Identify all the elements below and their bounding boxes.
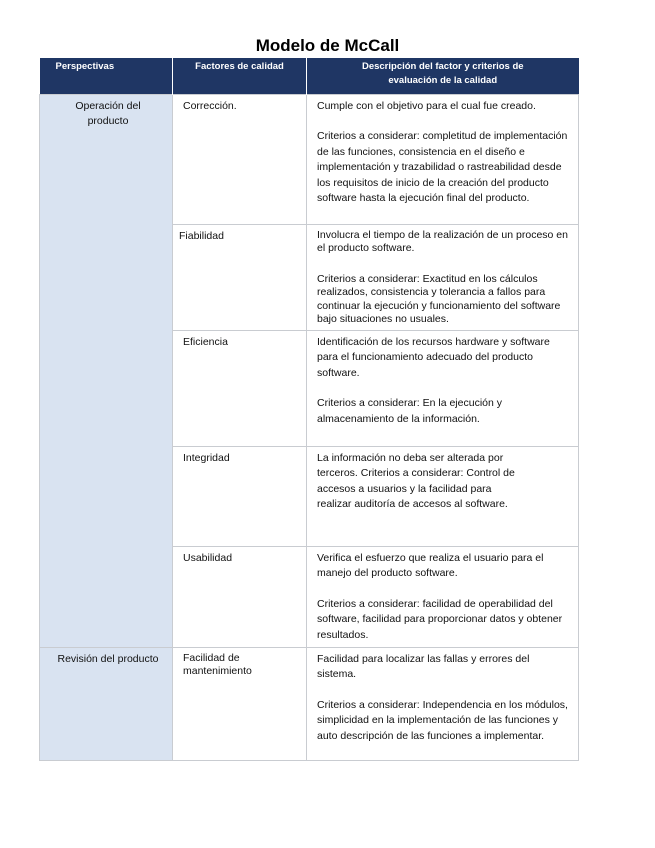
desc-mantenimiento — [307, 647, 579, 760]
factor-mantenimiento-label: Facilidad de mantenimiento — [183, 651, 252, 677]
desc-usabilidad — [307, 546, 579, 647]
header-descripcion — [307, 58, 579, 94]
desc-fiabilidad-p1: Involucra el tiempo de la realización de un proceso en el producto software. — [317, 228, 568, 254]
factor-integridad: Integridad — [173, 446, 307, 546]
desc-fiabilidad — [307, 224, 579, 330]
desc-eficiencia-p1: Identificación de los recursos hardware y software para el funcionamiento adecuado del producto software. — [317, 335, 550, 379]
perspective-operacion-label: Operación del producto — [75, 99, 141, 128]
header-descripcion-line1: Descripción del factor y criterios de — [361, 61, 524, 72]
factor-correccion: Corrección. — [173, 94, 307, 224]
desc-integridad — [307, 446, 579, 546]
desc-correccion — [307, 94, 579, 224]
header-descripcion-line2: evaluación de la calidad — [388, 75, 498, 86]
desc-integridad-p1: La información no deba ser alterada por terceros. Criterios a considerar: Control de accesos a usuarios y la facilidad para realizar auditoría de accesos al software. — [317, 451, 515, 511]
table-row — [40, 94, 579, 224]
desc-mantenimiento-p2: Criterios a considerar: Independencia en los módulos, simplicidad en la implementación de las funciones y auto descripción de las funciones a implementar. — [317, 698, 568, 742]
factor-mantenimiento — [173, 647, 307, 760]
desc-usabilidad-p1: Verifica el esfuerzo que realiza el usuario para el manejo del producto software. — [317, 551, 544, 580]
desc-correccion-p2: Criterios a considerar: completitud de implementación de las funciones, consistencia en el diseño e implementación y trazabilidad o rastreabilidad desde los requisitos de inicio de la creación del producto software hasta la ejecución final del producto. — [317, 130, 568, 205]
factor-usabilidad: Usabilidad — [173, 546, 307, 647]
factor-eficiencia: Eficiencia — [173, 330, 307, 446]
table-header-row — [40, 58, 579, 94]
document-title: Modelo de McCall — [255, 36, 400, 55]
header-factores: Factores de calidad — [173, 58, 307, 94]
header-perspectivas: Perspectivas — [40, 58, 173, 94]
factor-fiabilidad: Fiabilidad — [173, 224, 307, 330]
mccall-table — [39, 58, 579, 761]
perspective-operacion — [40, 94, 173, 647]
perspective-revision-label: Revisión del producto — [57, 652, 159, 665]
desc-usabilidad-p2: Criterios a considerar: facilidad de operabilidad del software, facilidad para proporcionar datos y obtener resultados. — [317, 597, 563, 641]
perspective-revision — [40, 647, 173, 760]
table-row — [40, 647, 579, 760]
desc-eficiencia — [307, 330, 579, 446]
desc-fiabilidad-p2: Criterios a considerar: Exactitud en los cálculos realizados, consistencia y tolerancia a fallos para continuar la ejecución y funcionamiento del software bajo situaciones no usuales. — [317, 272, 561, 325]
desc-mantenimiento-p1: Facilidad para localizar las fallas y errores del sistema. — [317, 652, 530, 681]
desc-eficiencia-p2: Criterios a considerar: En la ejecución y almacenamiento de la información. — [317, 397, 503, 425]
desc-correccion-p1: Cumple con el objetivo para el cual fue creado. — [317, 99, 536, 112]
